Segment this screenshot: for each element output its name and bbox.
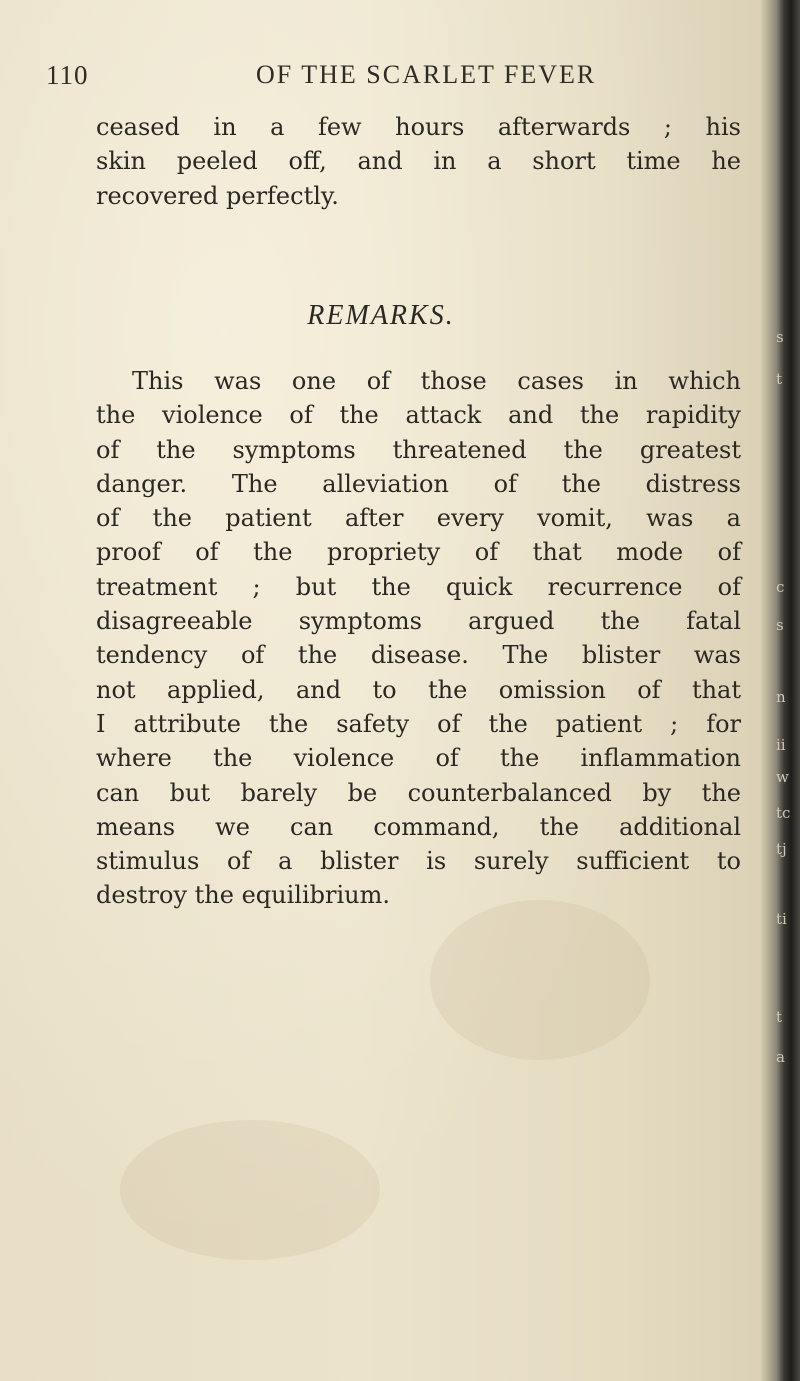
text-line: treatment ; but the quick recurrence of: [96, 572, 741, 601]
text-line: of the symptoms threatened the greatest: [96, 435, 741, 464]
facing-page-fragment: a: [776, 1050, 785, 1065]
book-gutter: [764, 0, 800, 1381]
remarks-paragraph: [96, 364, 741, 913]
text-line: disagreeable symptoms argued the fatal: [96, 607, 741, 636]
section-heading: REMARKS.: [307, 300, 455, 331]
page-number: 110: [46, 60, 89, 90]
facing-page-fragment: c: [776, 580, 785, 595]
text-line: I attribute the safety of the patient ; for: [96, 709, 741, 738]
text-line: can but barely be counterbalanced by the: [96, 778, 741, 807]
facing-page-fragment: s: [776, 330, 784, 345]
running-head: [46, 60, 706, 100]
facing-page-fragment: ii: [776, 738, 786, 753]
text-line: proof of the propriety of that mode of: [96, 538, 741, 567]
text-line: This was one of those cases in which: [132, 367, 741, 395]
facing-page-fragment: s: [776, 618, 784, 633]
text-line: means we can command, the additional: [96, 812, 741, 841]
running-title: OF THE SCARLET FEVER: [256, 60, 597, 89]
text-line: stimulus of a blister is surely sufficient to: [96, 847, 741, 876]
paper-stain: [430, 900, 650, 1060]
facing-page-fragment: tj: [776, 842, 787, 857]
facing-page-fragment: t: [776, 1010, 783, 1025]
facing-page-fragment: t: [776, 372, 783, 387]
text-line: recovered perfectly.: [96, 181, 339, 210]
facing-page-fragment: tc: [776, 806, 791, 821]
text-line: ceased in a few hours afterwards ; his: [96, 113, 741, 141]
facing-page-fragment: w: [776, 770, 789, 785]
text-line: not applied, and to the omission of that: [96, 675, 741, 704]
text-line: where the violence of the inflammation: [96, 744, 741, 773]
text-line: skin peeled off, and in a short time he: [96, 147, 741, 176]
text-line: danger. The alleviation of the distress: [96, 469, 741, 498]
text-line: tendency of the disease. The blister was: [96, 641, 741, 670]
facing-page-fragment: n: [776, 690, 786, 705]
text-line: of the patient after every vomit, was a: [96, 504, 741, 533]
opening-paragraph: [96, 110, 741, 213]
text-line: the violence of the attack and the rapidity: [96, 401, 741, 430]
text-line: destroy the equilibrium.: [96, 881, 390, 910]
paper-stain: [120, 1120, 380, 1260]
facing-page-fragment: ti: [776, 912, 787, 927]
